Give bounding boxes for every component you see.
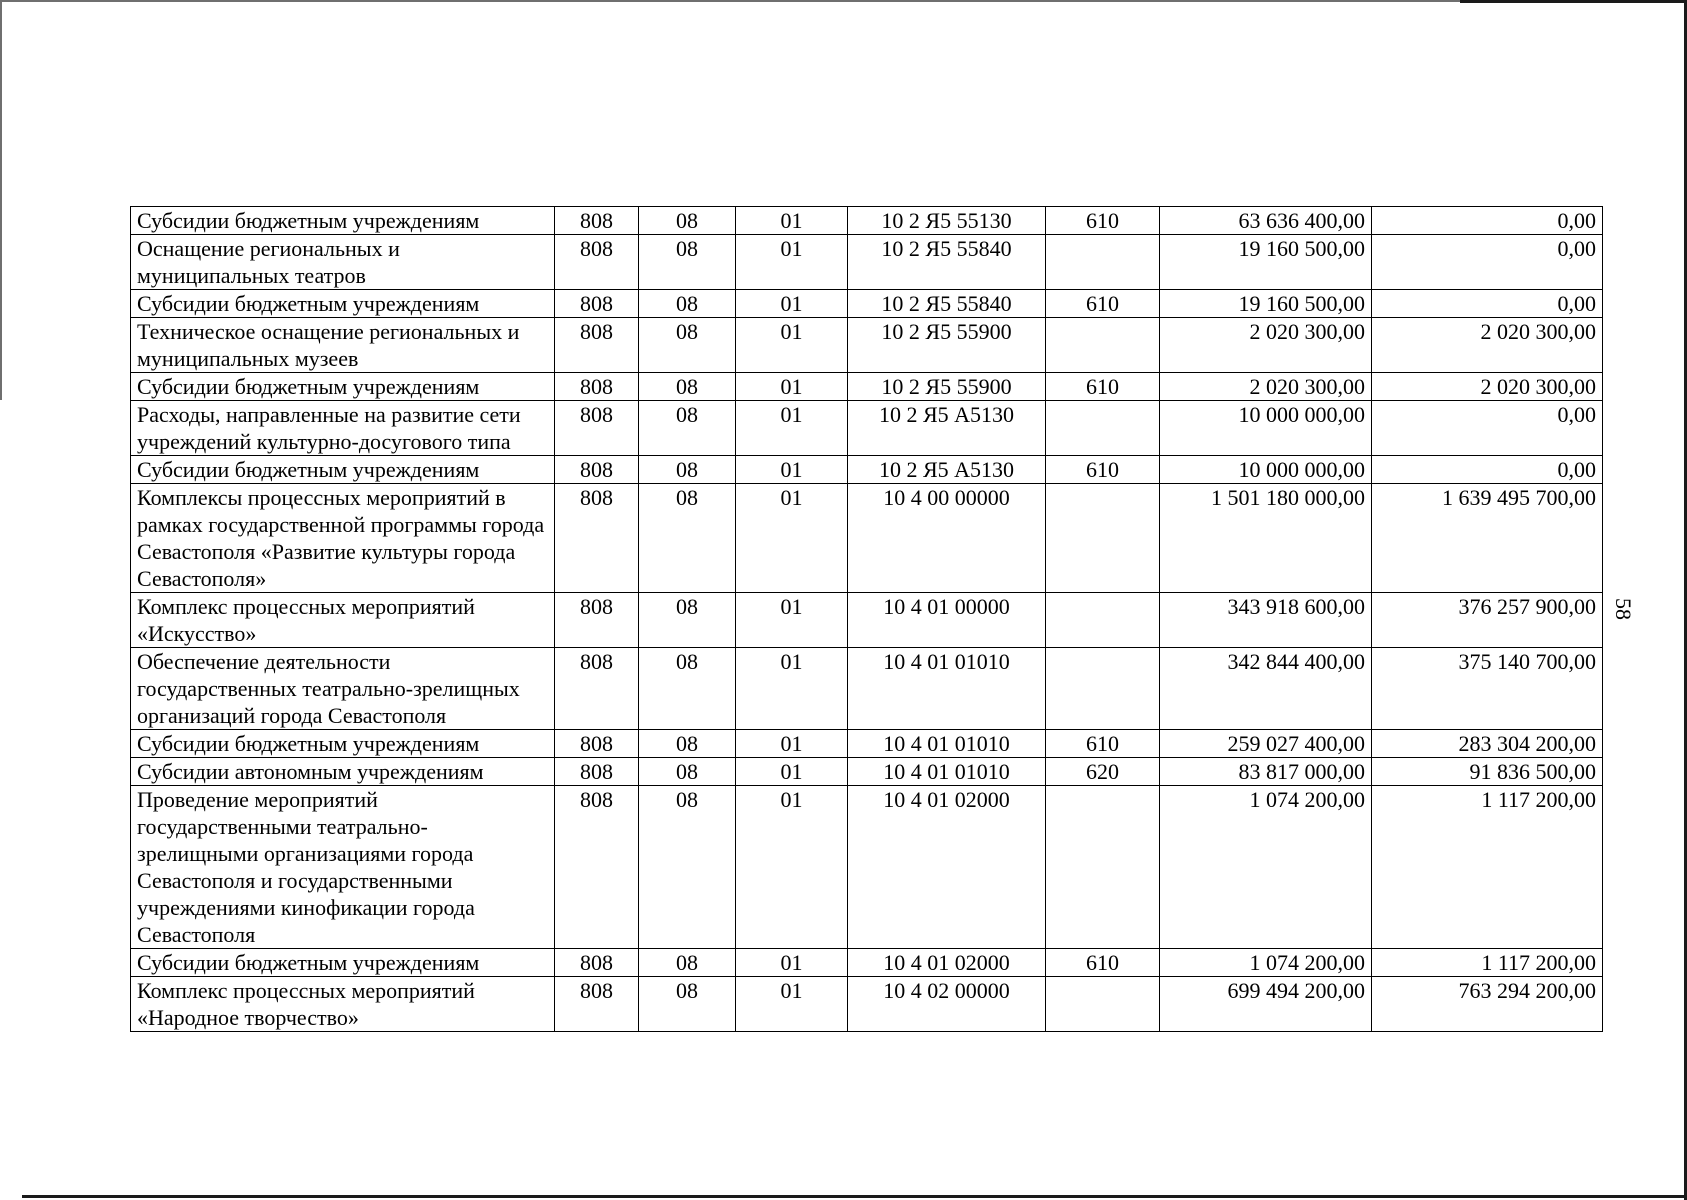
table-row [131,401,1603,456]
budget-table-body [131,207,1603,1032]
cell-subsection: 01 [736,207,848,235]
cell-expense-type: 610 [1046,290,1160,318]
cell-name: Субсидии бюджетным учреждениям [131,456,555,484]
cell-name: Комплекс процессных мероприятий «Народное творчество» [131,977,555,1032]
cell-name: Расходы, направленные на развитие сети учреждений культурно-досугового типа [131,401,555,456]
cell-name: Субсидии бюджетным учреждениям [131,207,555,235]
cell-name: Обеспечение деятельности государственных театрально-зрелищных организаций города Севастополя [131,648,555,730]
cell-subsection: 01 [736,648,848,730]
cell-section: 08 [639,207,736,235]
cell-expense-type: 610 [1046,949,1160,977]
cell-section: 08 [639,235,736,290]
cell-amount-year-2: 2 020 300,00 [1372,373,1603,401]
cell-target-article: 10 4 01 01010 [848,730,1046,758]
table-row [131,648,1603,730]
scan-border-left [0,0,2,400]
cell-amount-year-2: 0,00 [1372,207,1603,235]
cell-amount-year-1: 343 918 600,00 [1160,593,1372,648]
cell-expense-type: 610 [1046,456,1160,484]
cell-target-article: 10 2 Я5 55840 [848,290,1046,318]
cell-expense-type [1046,593,1160,648]
cell-amount-year-2: 376 257 900,00 [1372,593,1603,648]
cell-ministry-code: 808 [555,949,639,977]
cell-amount-year-1: 19 160 500,00 [1160,235,1372,290]
table-row [131,758,1603,786]
cell-amount-year-2: 1 639 495 700,00 [1372,484,1603,593]
cell-expense-type [1046,235,1160,290]
cell-amount-year-1: 10 000 000,00 [1160,456,1372,484]
cell-ministry-code: 808 [555,207,639,235]
cell-target-article: 10 2 Я5 55840 [848,235,1046,290]
cell-target-article: 10 2 Я5 55900 [848,373,1046,401]
cell-section: 08 [639,949,736,977]
cell-target-article: 10 4 01 02000 [848,786,1046,949]
cell-subsection: 01 [736,484,848,593]
cell-expense-type: 620 [1046,758,1160,786]
cell-target-article: 10 2 Я5 А5130 [848,456,1046,484]
cell-subsection: 01 [736,456,848,484]
cell-name: Субсидии бюджетным учреждениям [131,730,555,758]
cell-amount-year-2: 0,00 [1372,456,1603,484]
cell-subsection: 01 [736,758,848,786]
table-row [131,290,1603,318]
cell-subsection: 01 [736,373,848,401]
cell-ministry-code: 808 [555,648,639,730]
cell-name: Субсидии бюджетным учреждениям [131,290,555,318]
cell-amount-year-2: 0,00 [1372,235,1603,290]
cell-name: Субсидии бюджетным учреждениям [131,949,555,977]
cell-expense-type [1046,786,1160,949]
cell-expense-type: 610 [1046,207,1160,235]
cell-target-article: 10 4 01 01010 [848,648,1046,730]
cell-amount-year-2: 283 304 200,00 [1372,730,1603,758]
cell-section: 08 [639,758,736,786]
cell-ministry-code: 808 [555,401,639,456]
cell-subsection: 01 [736,977,848,1032]
cell-target-article: 10 2 Я5 55900 [848,318,1046,373]
cell-section: 08 [639,456,736,484]
cell-subsection: 01 [736,318,848,373]
cell-amount-year-1: 699 494 200,00 [1160,977,1372,1032]
cell-name: Субсидии бюджетным учреждениям [131,373,555,401]
table-row [131,730,1603,758]
cell-ministry-code: 808 [555,593,639,648]
cell-section: 08 [639,401,736,456]
table-row [131,318,1603,373]
cell-amount-year-1: 2 020 300,00 [1160,318,1372,373]
cell-name: Комплекс процессных мероприятий «Искусство» [131,593,555,648]
cell-target-article: 10 4 01 00000 [848,593,1046,648]
scan-border-top [0,0,1687,2]
table-row [131,949,1603,977]
cell-name: Проведение мероприятий государственными театрально-зрелищными организациями города Севастополя и государственными учреждениями кинофикации города Севастополя [131,786,555,949]
table-row [131,786,1603,949]
cell-amount-year-2: 0,00 [1372,401,1603,456]
table-row [131,593,1603,648]
scan-border-top-dark [1460,0,1687,3]
cell-target-article: 10 4 00 00000 [848,484,1046,593]
cell-ministry-code: 808 [555,290,639,318]
cell-target-article: 10 4 02 00000 [848,977,1046,1032]
budget-table [130,206,1603,1032]
cell-amount-year-2: 1 117 200,00 [1372,949,1603,977]
cell-name: Техническое оснащение региональных и муниципальных музеев [131,318,555,373]
cell-target-article: 10 4 01 01010 [848,758,1046,786]
cell-section: 08 [639,730,736,758]
cell-section: 08 [639,373,736,401]
table-row [131,977,1603,1032]
cell-amount-year-1: 19 160 500,00 [1160,290,1372,318]
cell-section: 08 [639,593,736,648]
cell-section: 08 [639,318,736,373]
cell-expense-type: 610 [1046,373,1160,401]
cell-expense-type [1046,977,1160,1032]
cell-ministry-code: 808 [555,318,639,373]
cell-target-article: 10 2 Я5 А5130 [848,401,1046,456]
table-row [131,456,1603,484]
cell-subsection: 01 [736,235,848,290]
cell-name: Оснащение региональных и муниципальных театров [131,235,555,290]
cell-ministry-code: 808 [555,786,639,949]
cell-amount-year-1: 2 020 300,00 [1160,373,1372,401]
cell-ministry-code: 808 [555,456,639,484]
cell-amount-year-2: 1 117 200,00 [1372,786,1603,949]
cell-ministry-code: 808 [555,730,639,758]
scan-border-bottom [22,1195,1687,1198]
cell-ministry-code: 808 [555,373,639,401]
cell-subsection: 01 [736,730,848,758]
cell-expense-type [1046,318,1160,373]
cell-amount-year-2: 91 836 500,00 [1372,758,1603,786]
cell-subsection: 01 [736,401,848,456]
cell-ministry-code: 808 [555,484,639,593]
table-row [131,373,1603,401]
cell-amount-year-2: 2 020 300,00 [1372,318,1603,373]
cell-expense-type [1046,648,1160,730]
cell-expense-type [1046,484,1160,593]
cell-subsection: 01 [736,593,848,648]
cell-amount-year-2: 375 140 700,00 [1372,648,1603,730]
cell-ministry-code: 808 [555,758,639,786]
cell-target-article: 10 4 01 02000 [848,949,1046,977]
cell-amount-year-1: 259 027 400,00 [1160,730,1372,758]
cell-section: 08 [639,484,736,593]
table-row [131,235,1603,290]
cell-amount-year-1: 1 074 200,00 [1160,786,1372,949]
cell-amount-year-1: 10 000 000,00 [1160,401,1372,456]
cell-section: 08 [639,786,736,949]
cell-amount-year-1: 1 074 200,00 [1160,949,1372,977]
cell-target-article: 10 2 Я5 55130 [848,207,1046,235]
cell-name: Субсидии автономным учреждениям [131,758,555,786]
table-row [131,484,1603,593]
cell-section: 08 [639,977,736,1032]
table-row [131,207,1603,235]
cell-subsection: 01 [736,949,848,977]
cell-expense-type [1046,401,1160,456]
cell-amount-year-1: 63 636 400,00 [1160,207,1372,235]
cell-amount-year-1: 342 844 400,00 [1160,648,1372,730]
cell-ministry-code: 808 [555,235,639,290]
cell-subsection: 01 [736,786,848,949]
cell-amount-year-1: 1 501 180 000,00 [1160,484,1372,593]
cell-ministry-code: 808 [555,977,639,1032]
page-number: 58 [1611,598,1636,620]
cell-amount-year-2: 0,00 [1372,290,1603,318]
cell-expense-type: 610 [1046,730,1160,758]
cell-amount-year-1: 83 817 000,00 [1160,758,1372,786]
cell-section: 08 [639,290,736,318]
cell-amount-year-2: 763 294 200,00 [1372,977,1603,1032]
cell-name: Комплексы процессных мероприятий в рамках государственной программы города Севастополя «Развитие культуры города Севастополя» [131,484,555,593]
cell-section: 08 [639,648,736,730]
cell-subsection: 01 [736,290,848,318]
